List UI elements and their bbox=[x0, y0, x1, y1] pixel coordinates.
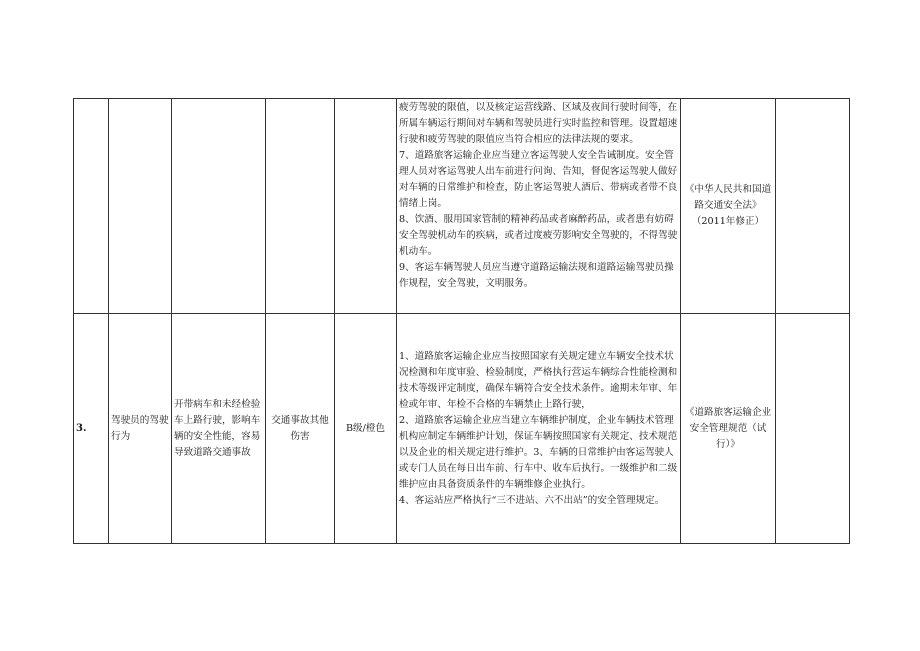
measure-text: 4、客运站应严格执行“三不进站、六不出站”的安全管理规定。 bbox=[399, 494, 665, 506]
level-cell bbox=[335, 99, 397, 314]
consequence-cell bbox=[266, 99, 335, 314]
law-cell: 《中华人民共和国道路交通安全法》（2011年修正） bbox=[681, 99, 776, 314]
measure-text: 7、道路旅客运输企业应当建立客运驾驶人安全告诫制度。安全管理人员对客运驾驶人出车前进行问询、告知，督促客运驾驶人做好对车辆的日常维护和检查，防止客运驾驶人酒后、带病或者带不良情绪上岗。 bbox=[399, 150, 678, 209]
level-cell: B级/橙色 bbox=[335, 314, 397, 544]
risk-cell: 开带病车和未经检验车上路行驶，影响车辆的安全性能，容易导致道路交通事故 bbox=[172, 314, 266, 544]
measures-cell bbox=[397, 314, 681, 544]
hazard-table bbox=[73, 98, 850, 544]
seq-cell bbox=[74, 99, 109, 314]
measures-cell bbox=[397, 99, 681, 314]
law-cell: 《道路旅客运输企业安全管理规范（试行）》 bbox=[681, 314, 776, 544]
extra-cell bbox=[776, 314, 850, 544]
item-cell bbox=[109, 99, 172, 314]
table-row bbox=[74, 99, 850, 314]
measure-text: 9、客运车辆驾驶人员应当遵守道路运输法规和道路运输驾驶员操作规程，安全驾驶，文明服务。 bbox=[399, 262, 674, 289]
item-cell: 驾驶员的驾驶行为 bbox=[109, 314, 172, 544]
measure-text: 1、道路旅客运输企业应当按照国家有关规定建立车辆安全技术状况检测和年度审验、检验制度，严格执行营运车辆综合性能检测和技术等级评定制度，确保车辆符合安全技术条件。逾期未年审、年检或年审、年检不合格的车辆禁止上路行驶， bbox=[399, 350, 678, 410]
measure-text: 疲劳驾驶的限值，以及核定运营线路、区域及夜间行驶时间等，在所属车辆运行期间对车辆和驾驶员进行实时监控和管理。设置超速行驶和疲劳驾驶的限值应当符合相应的法律法规的要求。 bbox=[399, 102, 678, 145]
measure-text: 2、道路旅客运输企业应当建立车辆维护制度，企业车辆技术管理机构应制定车辆维护计划，保证车辆按照国家有关规定、技术规范以及企业的相关规定进行维护。3、车辆的日常维护由客运驾驶人或专门人员在每日出车前、行车中、收车后执行。一级维护和二级维护应由具备资质条件的车辆维修企业执行。 bbox=[399, 414, 678, 490]
seq-cell: 3. bbox=[74, 314, 109, 544]
measure-text: 8、饮酒、服用国家管制的精神药品或者麻醉药品，或者患有妨碍安全驾驶机动车的疾病，或者过度疲劳影响安全驾驶的，不得驾驶机动车。 bbox=[399, 214, 678, 257]
table-row bbox=[74, 314, 850, 544]
risk-cell bbox=[172, 99, 266, 314]
extra-cell bbox=[776, 99, 850, 314]
consequence-cell: 交通事故其他伤害 bbox=[266, 314, 335, 544]
